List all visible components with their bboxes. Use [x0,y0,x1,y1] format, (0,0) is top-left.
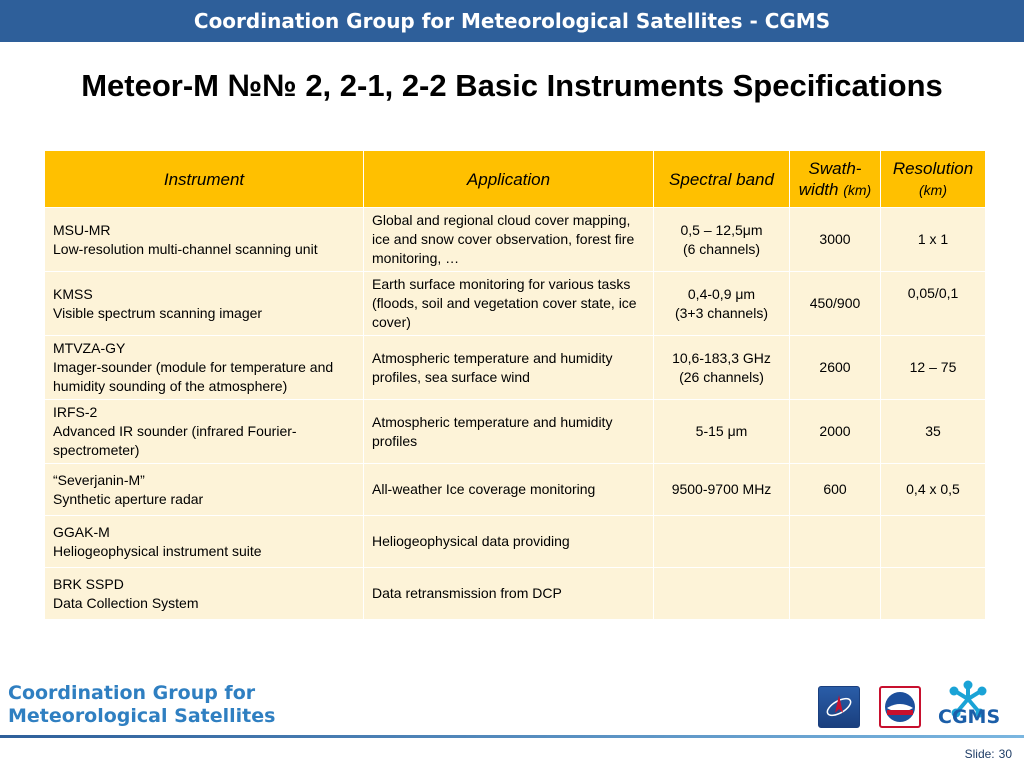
instrument-cell [45,400,364,464]
instrument-description: Heliogeophysical instrument suite [53,542,262,559]
header-swath-label: Swath-width [798,158,862,199]
footer-org-line2: Meteorological Satellites [8,705,276,727]
band-value: 0,5 – 12,5μm [680,221,763,238]
instrument-description: Imager-sounder (module for temperature and humidity sounding of the atmosphere) [53,359,334,394]
instrument-name: GGAK-M [53,523,110,540]
header-resolution-unit: (km) [919,181,947,198]
swath-cell [790,568,881,620]
instrument-cell [45,272,364,336]
resolution-cell [881,516,986,568]
roscosmos-logo-icon [818,686,860,728]
slide-number-label: Slide: [964,747,995,761]
spectral-band-cell [654,400,790,464]
table-row [45,272,986,336]
instrument-cell [45,336,364,400]
instrument-name: MSU-MR [53,221,111,238]
header-resolution [881,151,986,208]
instrument-description: Visible spectrum scanning imager [53,304,263,321]
instrument-name: “Severjanin-M” [53,471,145,488]
resolution-cell [881,568,986,620]
band-value: 0,4-0,9 μm [687,285,756,302]
header-instrument: Instrument [45,151,364,208]
resolution-cell: 1 x 1 [881,208,986,272]
band-value: 5-15 μm [695,423,748,439]
resolution-cell: 0,05/0,1 [881,272,986,336]
header-swath-unit: (km) [843,181,872,198]
instruments-table [44,150,986,620]
application-cell: All-weather Ice coverage monitoring [364,464,654,516]
footer-divider [0,735,1024,738]
cgms-logo-text: CGMS [938,706,1001,728]
instrument-name: KMSS [53,285,93,302]
resolution-cell: 35 [881,400,986,464]
swath-cell [790,516,881,568]
spectral-band-cell [654,516,790,568]
table-row [45,568,986,620]
application-cell: Heliogeophysical data providing [364,516,654,568]
header-spectral-band: Spectral band [654,151,790,208]
instrument-name: MTVZA-GY [53,340,126,356]
swath-cell: 450/900 [790,272,881,336]
swath-cell: 2000 [790,400,881,464]
swath-cell: 600 [790,464,881,516]
footer-org-line1: Coordination Group for [8,682,256,704]
application-cell: Data retransmission from DCP [364,568,654,620]
band-note: (3+3 channels) [674,304,768,321]
spectral-band-cell [654,208,790,272]
instrument-description: Low-resolution multi-channel scanning unit [53,240,318,257]
instrument-cell [45,464,364,516]
resolution-cell: 0,4 x 0,5 [881,464,986,516]
band-note: (26 channels) [679,368,764,385]
spectral-band-cell [654,336,790,400]
application-cell: Atmospheric temperature and humidity profiles, sea surface wind [364,336,654,400]
application-cell: Global and regional cloud cover mapping, ice and snow cover observation, forest fire monitoring, … [364,208,654,272]
band-value: 9500-9700 MHz [671,481,772,497]
table-row [45,336,986,400]
band-note: (6 channels) [682,240,761,257]
instrument-cell [45,568,364,620]
spectral-band-cell [654,568,790,620]
spectral-band-cell [654,272,790,336]
roshydromet-logo-icon [879,686,921,728]
slide-title: Meteor-M №№ 2, 2-1, 2-2 Basic Instruments Specifications [81,68,943,103]
spectral-band-cell [654,464,790,516]
instrument-cell [45,516,364,568]
slide-number-value: 30 [998,747,1012,761]
header-resolution-label: Resolution [892,158,974,178]
application-cell: Atmospheric temperature and humidity profiles [364,400,654,464]
table-header-row [45,151,986,208]
table-row [45,208,986,272]
header-banner [0,0,1024,42]
header-application: Application [364,151,654,208]
banner-title: Coordination Group for Meteorological Satellites - CGMS [193,9,831,33]
footer-org-name [8,682,275,728]
instrument-name: IRFS-2 [53,404,98,420]
instrument-description: Data Collection System [53,594,199,611]
band-value: 10,6-183,3 GHz [672,349,771,366]
table-row [45,516,986,568]
swath-cell: 3000 [790,208,881,272]
table-row [45,464,986,516]
table-row [45,400,986,464]
slide-number [961,747,1012,761]
instrument-description: Advanced IR sounder (infrared Fourier-spectrometer) [53,423,297,458]
instrument-name: BRK SSPD [53,575,124,592]
instrument-cell [45,208,364,272]
application-cell: Earth surface monitoring for various tasks (floods, soil and vegetation cover state, ice cover) [364,272,654,336]
swath-cell: 2600 [790,336,881,400]
header-swath-width [790,151,881,208]
instrument-description: Synthetic aperture radar [53,490,204,507]
resolution-cell: 12 – 75 [881,336,986,400]
